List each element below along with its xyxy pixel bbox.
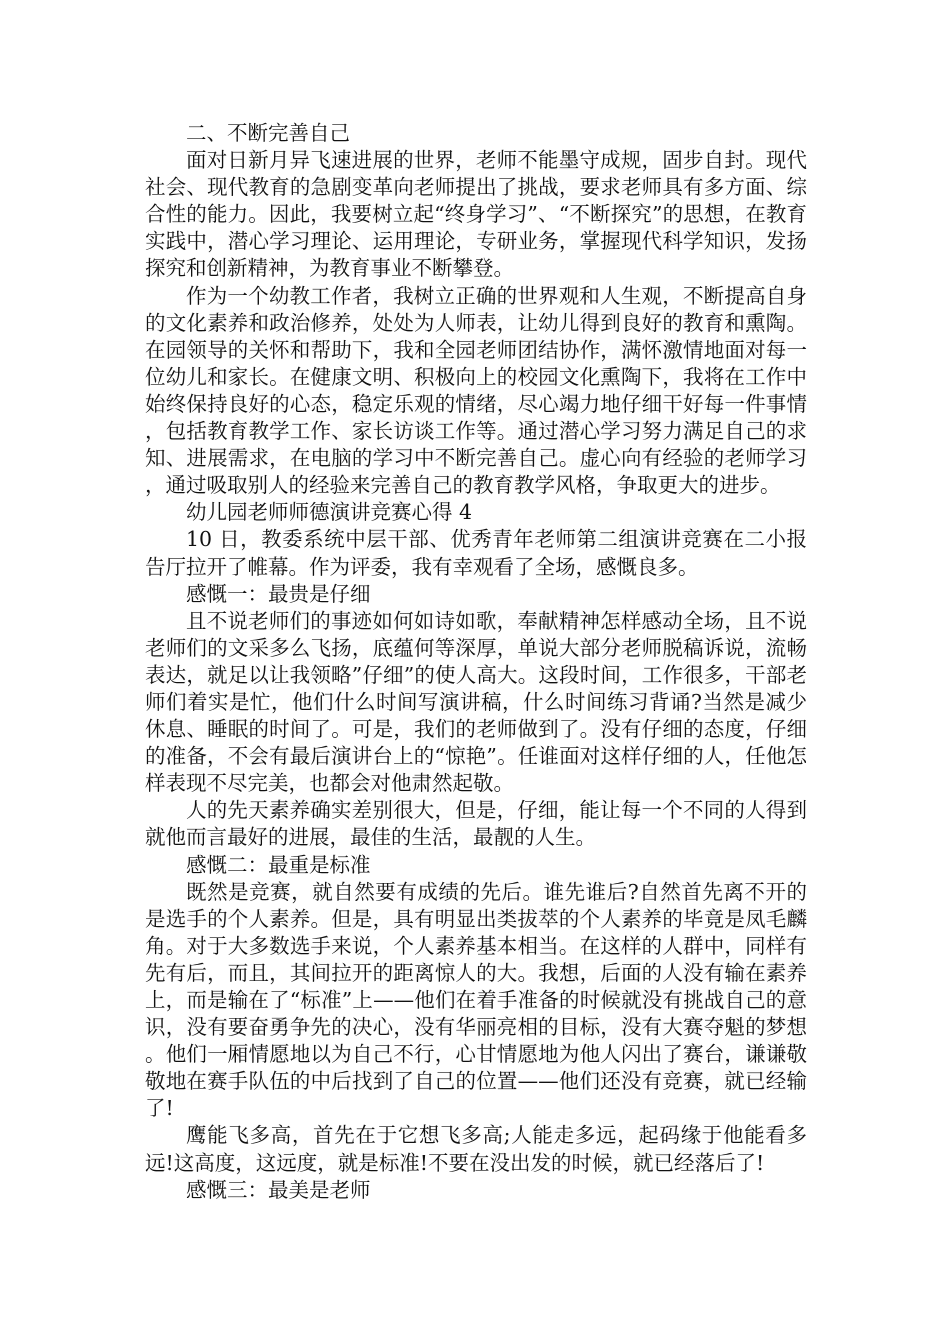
paragraph-innate-quality: 人的先天素养确实差别很大，但是，仔细，能让每一个不同的人得到就他而言最好的进展，最佳的生活，最靓的人生。 bbox=[145, 798, 807, 850]
heading-reflection-two: 感慨二：最重是标准 bbox=[186, 852, 371, 877]
paragraph-standards: 既然是竞赛，就自然要有成绩的先后。谁先谁后?自然首先离不开的是选手的个人素养。但是，具有明显出类拔萃的个人素养的毕竟是凤毛麟角。对于大多数选手来说，个人素养基本相当。在这样的人群中，同样有先有后，而且，其间拉开的距离惊人的大。我想，后面的人没有输在素养上，而是输在了“标准”上——他们在着手准备的时候就没有挑战自己的意识，没有要奋勇争先的决心，没有华丽亮相的目标，没有大赛夺魁的梦想。他们一厢情愿地以为自己不行，心甘情愿地为他人闪出了赛台，谦谦敬敬地在赛手队伍的中后找到了自己的位置——他们还没有竞赛，就已经输了! bbox=[145, 879, 807, 1121]
paragraph-diligence: 且不说老师们的事迹如何如诗如歌，奉献精神怎样感动全场，且不说老师们的文采多么飞扬，底蕴何等深厚，单说大部分老师脱稿诉说，流畅表达，就足以让我领略”仔细”的使人高大。这段时间，工作很多，干部老师们着实是忙，他们什么时间写演讲稿，什么时间练习背诵?当然是减少休息、睡眠的时间了。可是，我们的老师做到了。没有仔细的态度，仔细的准备，不会有最后演讲台上的“惊艳”。任谁面对这样仔细的人，任他怎样表现不尽完美，也都会对他肃然起敬。 bbox=[145, 608, 807, 796]
document-page bbox=[145, 120, 807, 1204]
heading-reflection-three: 感慨三：最美是老师 bbox=[186, 1177, 371, 1202]
heading-reflection-one: 感慨一：最贵是仔细 bbox=[186, 581, 371, 606]
paragraph-changing-world: 面对日新月异飞速进展的世界，老师不能墨守成规，固步自封。现代社会、现代教育的急剧变革向老师提出了挑战，要求老师具有多方面、综合性的能力。因此，我要树立起“终身学习”、“不断探究”的思想，在教育实践中，潜心学习理论、运用理论，专研业务，掌握现代科学知识，发扬探究和创新精神，为教育事业不断攀登。 bbox=[145, 148, 807, 281]
paragraph-eagle: 鹰能飞多高，首先在于它想飞多高;人能走多远，起码缘于他能看多远!这高度，这远度，就是标准!不要在没出发的时候，就已经落后了! bbox=[145, 1123, 807, 1175]
paragraph-preschool-educator: 作为一个幼教工作者，我树立正确的世界观和人生观，不断提高自身的文化素养和政治修养，处处为人师表，让幼儿得到良好的教育和熏陶。在园领导的关怀和帮助下，我和全园老师团结协作，满怀激情地面对每一位幼儿和家长。在健康文明、积极向上的校园文化熏陶下，我将在工作中始终保持良好的心态，稳定乐观的情绪，尽心竭力地仔细干好每一件事情，包括教育教学工作、家长访谈工作等。通过潜心学习努力满足自己的求知、进展需求，在电脑的学习中不断完善自己。虚心向有经验的老师学习，通过吸取别人的经验来完善自己的教育教学风格，争取更大的进步。 bbox=[145, 283, 807, 498]
article-title-speech-contest: 幼儿园老师师德演讲竞赛心得 4 bbox=[186, 500, 473, 525]
paragraph-contest-intro: 10 日，教委系统中层干部、优秀青年老师第二组演讲竞赛在二小报告厅拉开了帷幕。作为评委，我有幸观看了全场，感慨良多。 bbox=[145, 527, 807, 579]
section-heading-self-improvement: 二、不断完善自己 bbox=[186, 121, 350, 145]
